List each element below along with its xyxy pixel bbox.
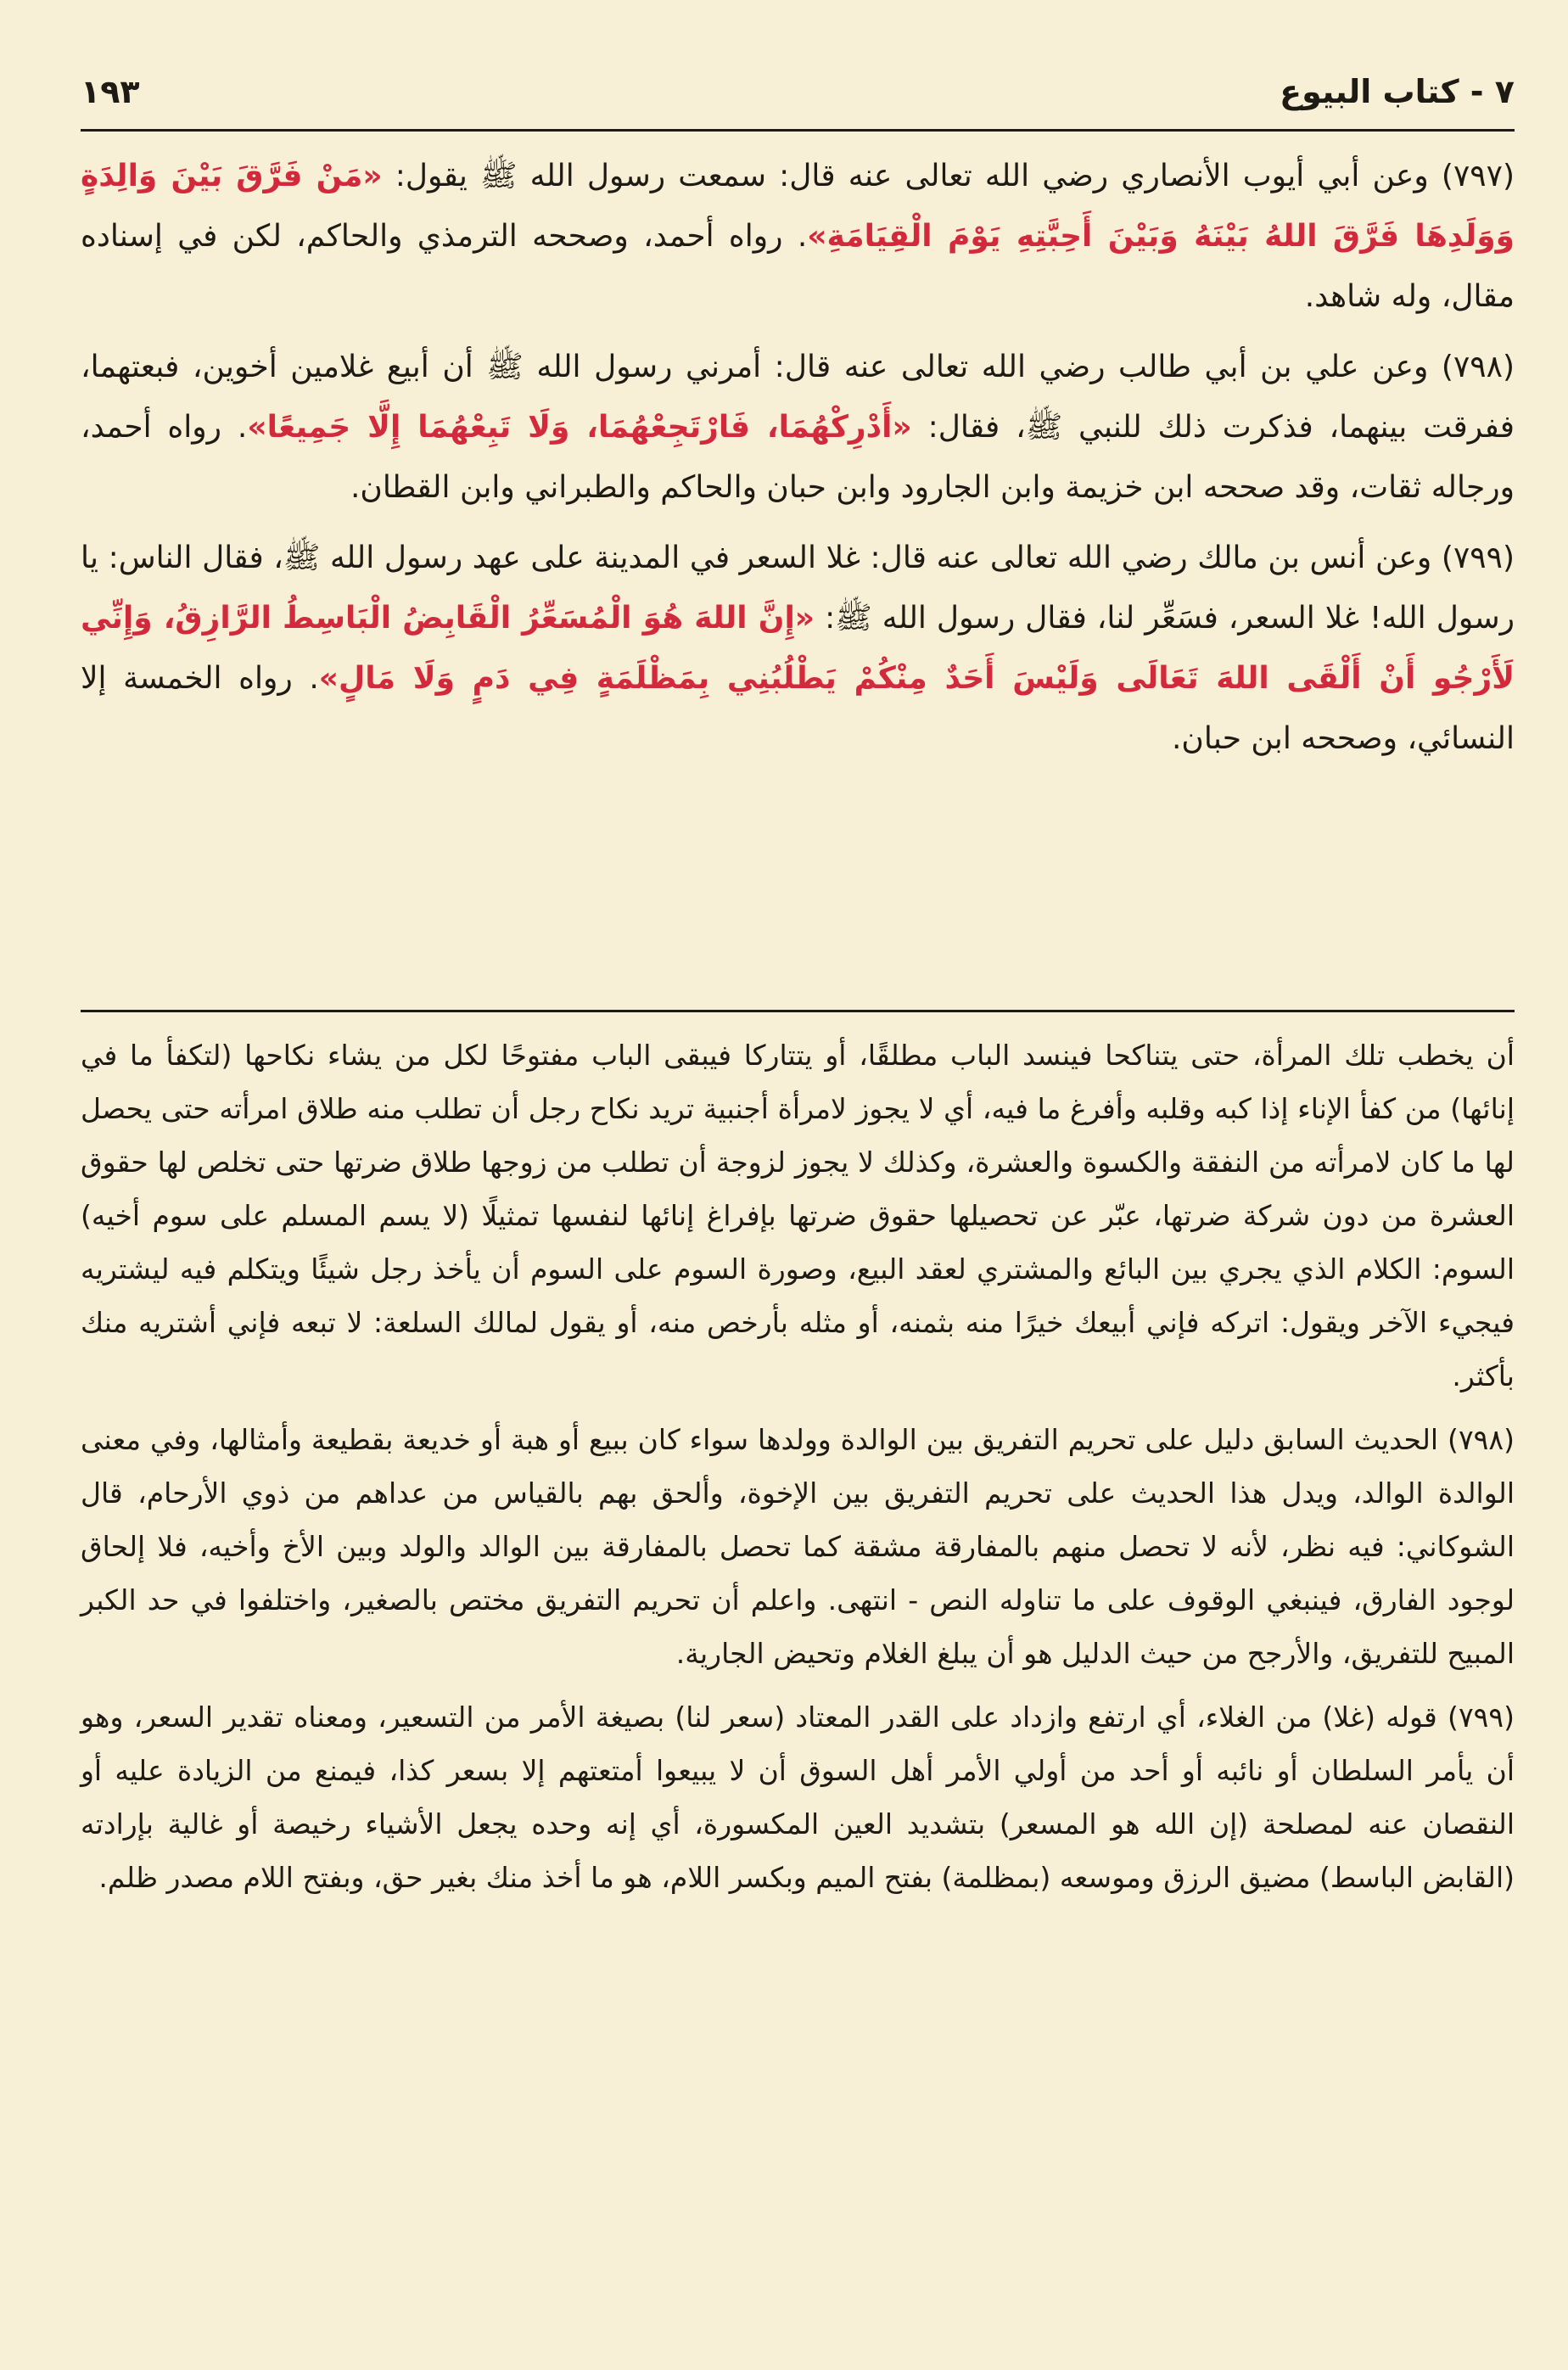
- hadith-799-quote: «إِنَّ اللهَ هُوَ الْمُسَعِّرُ الْقَابِضُ الْبَاسِطُ الرَّازِقُ، وَإِنِّي لَأَرْجُو أَنْ أَلْقَى اللهَ تَعَالَى وَلَيْسَ أَحَدٌ مِنْكُمْ يَطْلُبُنِي بِمَظْلَمَةٍ فِي دَمٍ وَلَا مَالٍ»: [81, 601, 1515, 696]
- main-text: [81, 146, 1515, 779]
- hadith-798: [81, 337, 1515, 518]
- commentary: [81, 1028, 1515, 1914]
- chapter-title: ٧ - كتاب البيوع: [1280, 73, 1515, 110]
- hadith-797-intro: (٧٩٧) وعن أبي أيوب الأنصاري رضي الله تعالى عنه قال: سمعت رسول الله ﷺ يقول:: [382, 159, 1515, 193]
- hadith-797: [81, 146, 1515, 327]
- hadith-798-source: . رواه أحمد، ورجاله ثقات، وقد صححه ابن خزيمة وابن الجارود وابن حبان والحاكم والطبراني وابن القطان.: [81, 410, 1515, 505]
- hadith-799-source: . رواه الخمسة إلا النسائي، وصححه ابن حبان.: [81, 661, 1515, 756]
- hadith-797-source: . رواه أحمد، وصححه الترمذي والحاكم، لكن في إسناده مقال، وله شاهد.: [81, 219, 1515, 314]
- header-rule: [81, 129, 1515, 132]
- hadith-797-quote: «مَنْ فَرَّقَ بَيْنَ وَالِدَةٍ وَوَلَدِهَا فَرَّقَ اللهُ بَيْنَهُ وَبَيْنَ أَحِبَّتِهِ يَوْمَ الْقِيَامَةِ»: [81, 159, 1515, 254]
- footnote-separator: [81, 1010, 1515, 1012]
- commentary-paragraph: أن يخطب تلك المرأة، حتى يتناكحا فينسد الباب مطلقًا، أو يتتاركا فيبقى الباب مفتوحًا لكل من يشاء نكاحها (لتكفأ ما في إنائها) من كفأ الإناء إذا كبه وقلبه وأفرغ ما فيه، أي لا يجوز لامرأة أجنبية تريد نكاح رجل أن تطلب منه طلاق امرأته حتى يحصل لها ما كان لامرأته من النفقة والكسوة والعشرة، وكذلك لا يجوز لزوجة أن تطلب من زوجها طلاق ضرتها حتى تخلص لها حقوق العشرة من دون شركة ضرتها، عبّر عن تحصيلها حقوق ضرتها بإفراغ إنائها لنفسها تمثيلًا (لا يسم المسلم على سوم أخيه) السوم: الكلام الذي يجري بين البائع والمشتري لعقد البيع، وصورة السوم على السوم أن يأخذ رجل شيئًا ويتكلم فيه ليشتريه فيجيء الآخر ويقول: اتركه فإني أبيعك خيرًا منه بثمنه، أو مثله بأرخص منه، أو يقول لمالك السلعة: لا تبعه فإني أشتريه منك بأكثر.: [81, 1039, 1515, 1392]
- commentary-paragraph: (٧٩٨) الحديث السابق دليل على تحريم التفريق بين الوالدة وولدها سواء كان ببيع أو هبة أو خديعة بقطيعة وأمثالها، وفي معنى الوالدة الوالد، ويدل هذا الحديث على تحريم التفريق بين الإخوة، وألحق بهم بالقياس من عداهم من ذوي الأرحام، قال الشوكاني: فيه نظر، لأنه لا تحصل منهم بالمفارقة مشقة كما تحصل بالمفارقة بين الوالد والولد وبين الأخ وأخيه، فلا إلحاق لوجود الفارق، فينبغي الوقوف على ما تناوله النص - انتهى. واعلم أن تحريم التفريق مختص بالصغير، واختلفوا في حد الكبر المبيح للتفريق، والأرجح من حيث الدليل هو أن يبلغ الغلام وتحيض الجارية.: [81, 1423, 1515, 1670]
- running-head: [81, 61, 1515, 129]
- hadith-798-intro: (٧٩٨) وعن علي بن أبي طالب رضي الله تعالى عنه قال: أمرني رسول الله ﷺ أن أبيع غلامين أخوين، فبعتهما، ففرقت بينهما، فذكرت ذلك للنبي ﷺ، فقال:: [81, 350, 1515, 445]
- hadith-799: [81, 528, 1515, 769]
- page-number: ١٩٣: [81, 73, 140, 110]
- hadith-799-intro: (٧٩٩) وعن أنس بن مالك رضي الله تعالى عنه قال: غلا السعر في المدينة على عهد رسول الله ﷺ، فقال الناس: يا رسول الله! غلا السعر، فسَعِّر لنا، فقال رسول الله ﷺ:: [81, 541, 1515, 636]
- commentary-paragraph: (٧٩٩) قوله (غلا) من الغلاء، أي ارتفع وازداد على القدر المعتاد (سعر لنا) بصيغة الأمر من التسعير، ومعناه تقدير السعر، وهو أن يأمر السلطان أو نائبه أو أحد من أولي الأمر أهل السوق أن لا يبيعوا أمتعتهم إلا بسعر كذا، فيمنع من الزيادة عليه أو النقصان عنه لمصلحة (إن الله هو المسعر) بتشديد العين المكسورة، أي إنه وحده يجعل الأشياء رخيصة أو غالية بإرادته (القابض الباسط) مضيق الرزق وموسعه (بمظلمة) بفتح الميم وبكسر اللام، هو ما أخذ منك بغير حق، وبفتح اللام مصدر ظلم.: [81, 1700, 1515, 1894]
- book-page: [81, 61, 1515, 2335]
- hadith-798-quote: «أَدْرِكْهُمَا، فَارْتَجِعْهُمَا، وَلَا تَبِعْهُمَا إِلَّا جَمِيعًا»: [247, 410, 912, 445]
